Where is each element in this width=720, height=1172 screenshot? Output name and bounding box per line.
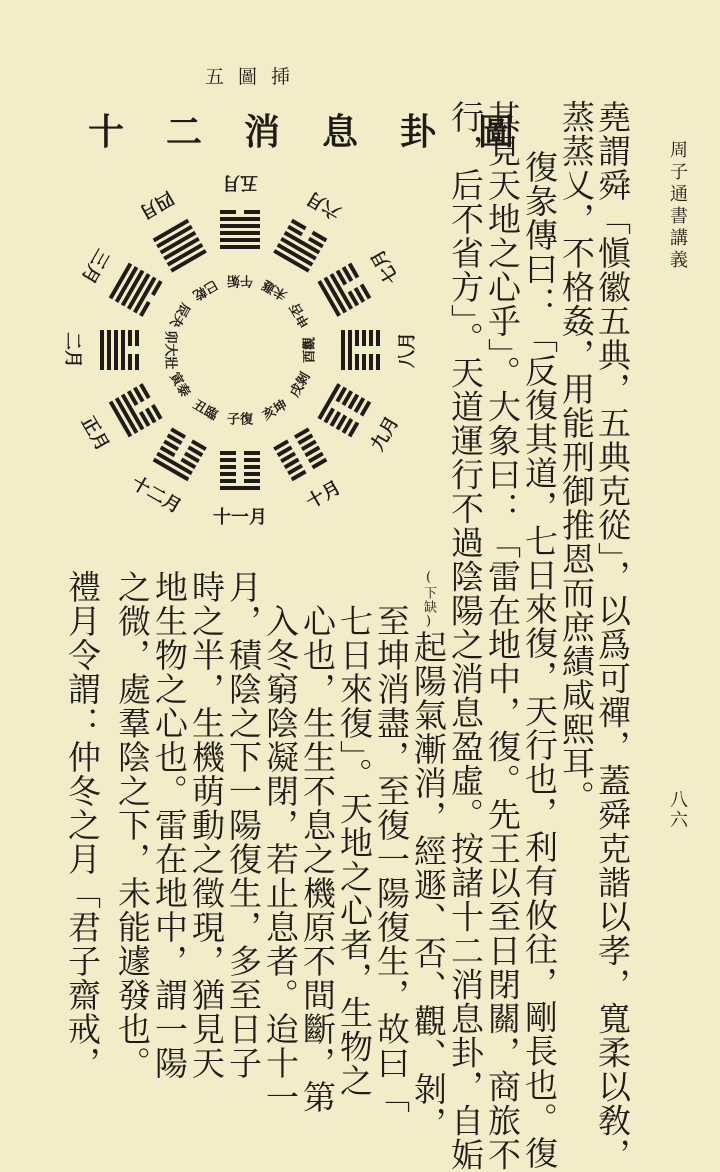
month-label: 十二月 (127, 472, 185, 518)
gua-label: 辰夬 (166, 299, 193, 331)
yin-line (369, 330, 373, 346)
month-label: 十一月 (213, 507, 267, 528)
hexagram-11 (317, 383, 371, 437)
book-title: 周子通書講義 (667, 140, 688, 272)
text-column-1: 堯謂舜「愼徽五典，五典克從」，以爲可禪，蓋舜克諧以孝，寬柔以敎， (593, 100, 632, 1172)
note-marker: (下缺) (421, 570, 436, 630)
yang-line (220, 245, 260, 249)
yang-line (220, 238, 260, 242)
hexagram-10 (341, 330, 380, 370)
yin-line (128, 354, 132, 370)
hexagram-2 (153, 427, 207, 481)
month-label: 六月 (302, 186, 345, 224)
month-label: 二月 (62, 332, 83, 368)
text-column-15: 禮月令謂：仲冬之月「君子齋戒， (63, 570, 102, 1080)
yin-line (244, 465, 260, 469)
yin-line (220, 458, 236, 462)
text-column-11: 月，積陰之下一陽復生，多至日子 (224, 570, 263, 1080)
month-label: 九月 (366, 412, 404, 455)
hexagram-9 (317, 263, 371, 317)
text-column-3: 復彖傳曰：「反復其道，七日來復，天行也，利有攸往，剛長也。復 (520, 150, 559, 1170)
yang-line (341, 330, 345, 370)
text-column-6-body: 起陽氣漸消，經遯、否、觀、剝， (409, 630, 448, 1140)
month-label: 七月 (366, 245, 404, 288)
yin-line (220, 210, 236, 214)
gua-label: 寅泰 (166, 369, 193, 401)
month-label: 正月 (76, 412, 114, 455)
yin-line (128, 330, 132, 346)
yin-line (244, 472, 260, 476)
hexagram-5 (109, 263, 163, 317)
gua-label: 未遯 (259, 276, 291, 303)
text-column-10: 入冬窮陰凝閉，若止息者。迨十一 (261, 604, 300, 1114)
yin-line (362, 330, 366, 346)
gua-label: 巳乾 (189, 276, 221, 303)
yang-line (220, 224, 260, 228)
yin-line (355, 330, 359, 346)
yang-line (100, 330, 104, 370)
twelve-hexagram-diagram (60, 160, 420, 560)
yang-line (114, 330, 118, 370)
hexagram-6 (153, 219, 207, 273)
month-label: 十月 (302, 476, 345, 514)
month-label: 四月 (135, 186, 178, 224)
yin-line (355, 354, 359, 370)
yin-line (244, 479, 260, 483)
text-column-9: 心也，生生不息之機原不間斷，第 (298, 604, 337, 1114)
gua-label: 申否 (287, 299, 314, 331)
yin-line (244, 210, 260, 214)
yin-line (376, 330, 380, 346)
yin-line (220, 479, 236, 483)
yin-line (220, 472, 236, 476)
yin-line (244, 451, 260, 455)
gua-label: 子復 (226, 412, 254, 428)
yang-line (220, 217, 260, 221)
text-column-7: 至坤消盡，至復一陽復生，故曰「 (372, 604, 411, 1114)
yin-line (244, 458, 260, 462)
text-column-8: 七日來復」。天地之心者，生物之 (335, 604, 374, 1098)
yang-line (220, 231, 260, 235)
hexagram-8 (273, 219, 327, 273)
month-label: 五月 (222, 172, 258, 193)
text-column-2: 蒸蒸乂，不格姦，用能刑御推恩而庶績咸熙耳。 (557, 100, 596, 814)
gua-label: 亥坤 (259, 397, 291, 424)
yin-line (135, 354, 139, 370)
month-label: 八月 (397, 332, 418, 368)
text-column-14: 之微，處羣陰之下，未能遽發也。 (113, 570, 152, 1080)
text-column-13: 地生物之心也。雷在地中，謂一陽 (150, 570, 189, 1080)
hexagram-4 (100, 330, 139, 370)
gua-label: 丑臨 (189, 397, 221, 424)
yang-line (348, 330, 352, 370)
yin-line (376, 354, 380, 370)
yang-line (121, 330, 125, 370)
gua-label: 午姤 (226, 272, 254, 288)
yin-line (362, 354, 366, 370)
text-column-5: 行，后不省方」。天道運行不過陰陽之消息盈虛。按諸十二消息卦，自姤 (446, 100, 485, 1172)
yin-line (220, 451, 236, 455)
hexagram-1 (220, 451, 260, 490)
page-number: 八六 (667, 790, 688, 830)
gua-label: 酉觀 (302, 336, 318, 364)
figure-title: 十二消息卦圖 (88, 111, 557, 153)
yang-line (220, 486, 260, 490)
text-column-12: 時之半，生機萌動之徵現，猶見天 (187, 570, 226, 1080)
text-column-4: 其見天地之心乎」。大象曰：「雷在地中，復。先王以至日閉關，商旅不 (483, 100, 522, 1172)
gua-label: 卯大壯 (162, 330, 178, 370)
yang-line (107, 330, 111, 370)
yin-line (369, 354, 373, 370)
month-label: 三月 (76, 245, 114, 288)
hexagram-7 (220, 210, 260, 249)
yin-line (220, 465, 236, 469)
figure-label: 五圖揷 (205, 66, 305, 88)
gua-label: 戌剝 (287, 369, 314, 401)
hexagram-3 (109, 383, 163, 437)
hexagram-12 (273, 427, 327, 481)
yin-line (135, 330, 139, 346)
